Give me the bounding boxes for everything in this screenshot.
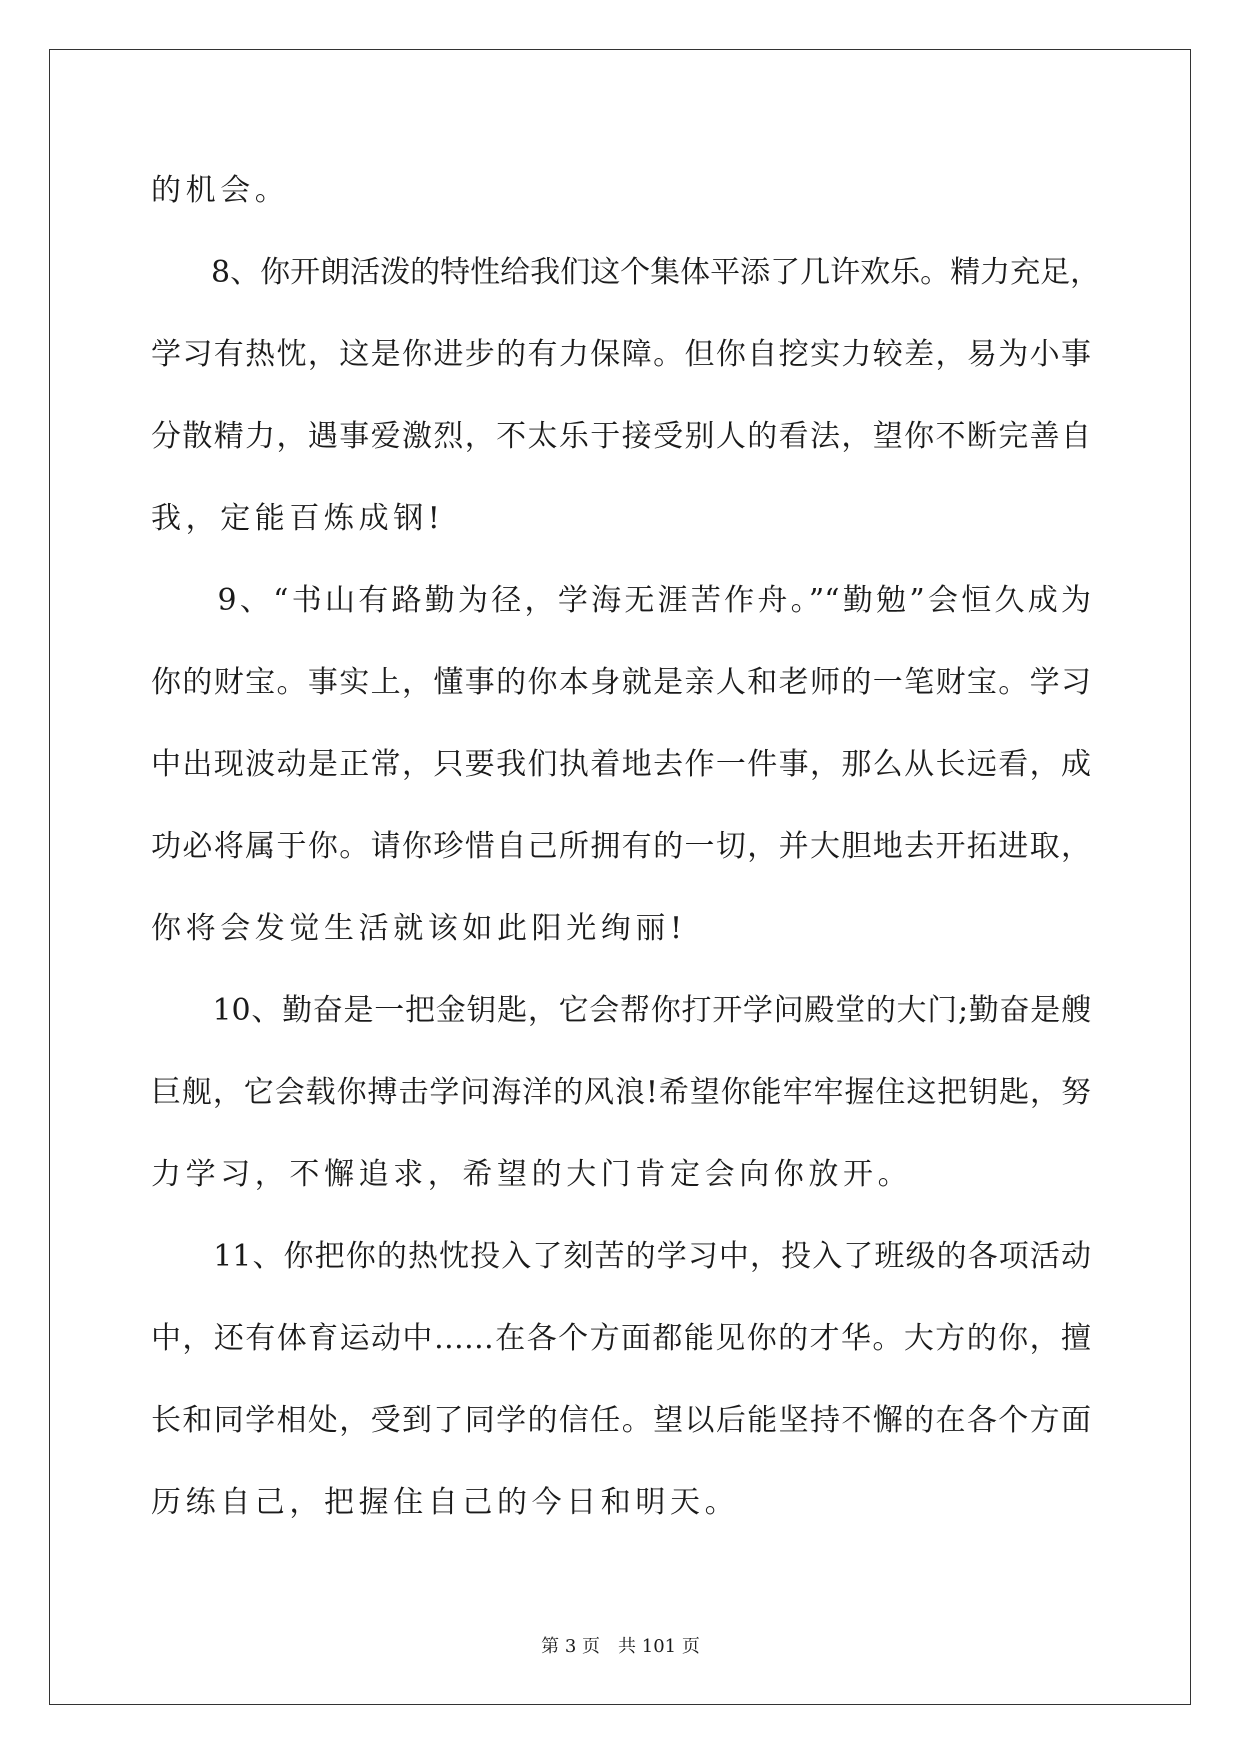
text-line: 11、你把你的热忱投入了刻苦的学习中，投入了班级的各项活动 — [151, 1239, 1091, 1274]
text-line: 你将会发觉生活就该如此阳光绚丽! — [151, 911, 687, 946]
paragraph — [151, 560, 1091, 970]
page-number-footer: 第 3 页 共 101 页 — [541, 1636, 700, 1657]
text-line: 我，定能百炼成钢! — [151, 501, 445, 536]
text-line: 的机会。 — [151, 173, 290, 208]
paragraph — [151, 232, 1101, 560]
text-line: 长和同学相处，受到了同学的信任。望以后能坚持不懈的在各个方面 — [151, 1403, 1091, 1438]
text-line: 学习有热忱，这是你进步的有力保障。但你自挖实力较差，易为小事 — [151, 337, 1091, 372]
text-line: 分散精力，遇事爱激烈，不太乐于接受别人的看法，望你不断完善自 — [151, 419, 1091, 454]
text-line: 10、勤奋是一把金钥匙，它会帮你打开学问殿堂的大门;勤奋是艘 — [151, 993, 1091, 1028]
text-line: 中出现波动是正常，只要我们执着地去作一件事，那么从长远看，成 — [151, 747, 1091, 782]
text-line: 你的财宝。事实上，懂事的你本身就是亲人和老师的一笔财宝。学习 — [151, 665, 1091, 700]
text-line: 8、你开朗活泼的特性给我们这个集体平添了几许欢乐。精力充足， — [151, 255, 1101, 290]
paragraph — [151, 150, 1091, 232]
paragraph — [151, 970, 1091, 1216]
text-line: 力学习，不懈追求，希望的大门肯定会向你放开。 — [151, 1157, 913, 1192]
paragraph — [151, 1216, 1091, 1544]
text-line: 功必将属于你。请你珍惜自己所拥有的一切，并大胆地去开拓进取， — [151, 829, 1091, 864]
text-line: 巨舰，它会载你搏击学问海洋的风浪!希望你能牢牢握住这把钥匙，努 — [151, 1075, 1091, 1110]
text-line: 历练自己，把握住自己的今日和明天。 — [151, 1485, 740, 1520]
document-body — [151, 150, 1101, 1544]
text-line: 9、“书山有路勤为径，学海无涯苦作舟。”“勤勉”会恒久成为 — [151, 583, 1091, 618]
text-line: 中，还有体育运动中……在各个方面都能见你的才华。大方的你，擅 — [151, 1321, 1091, 1356]
